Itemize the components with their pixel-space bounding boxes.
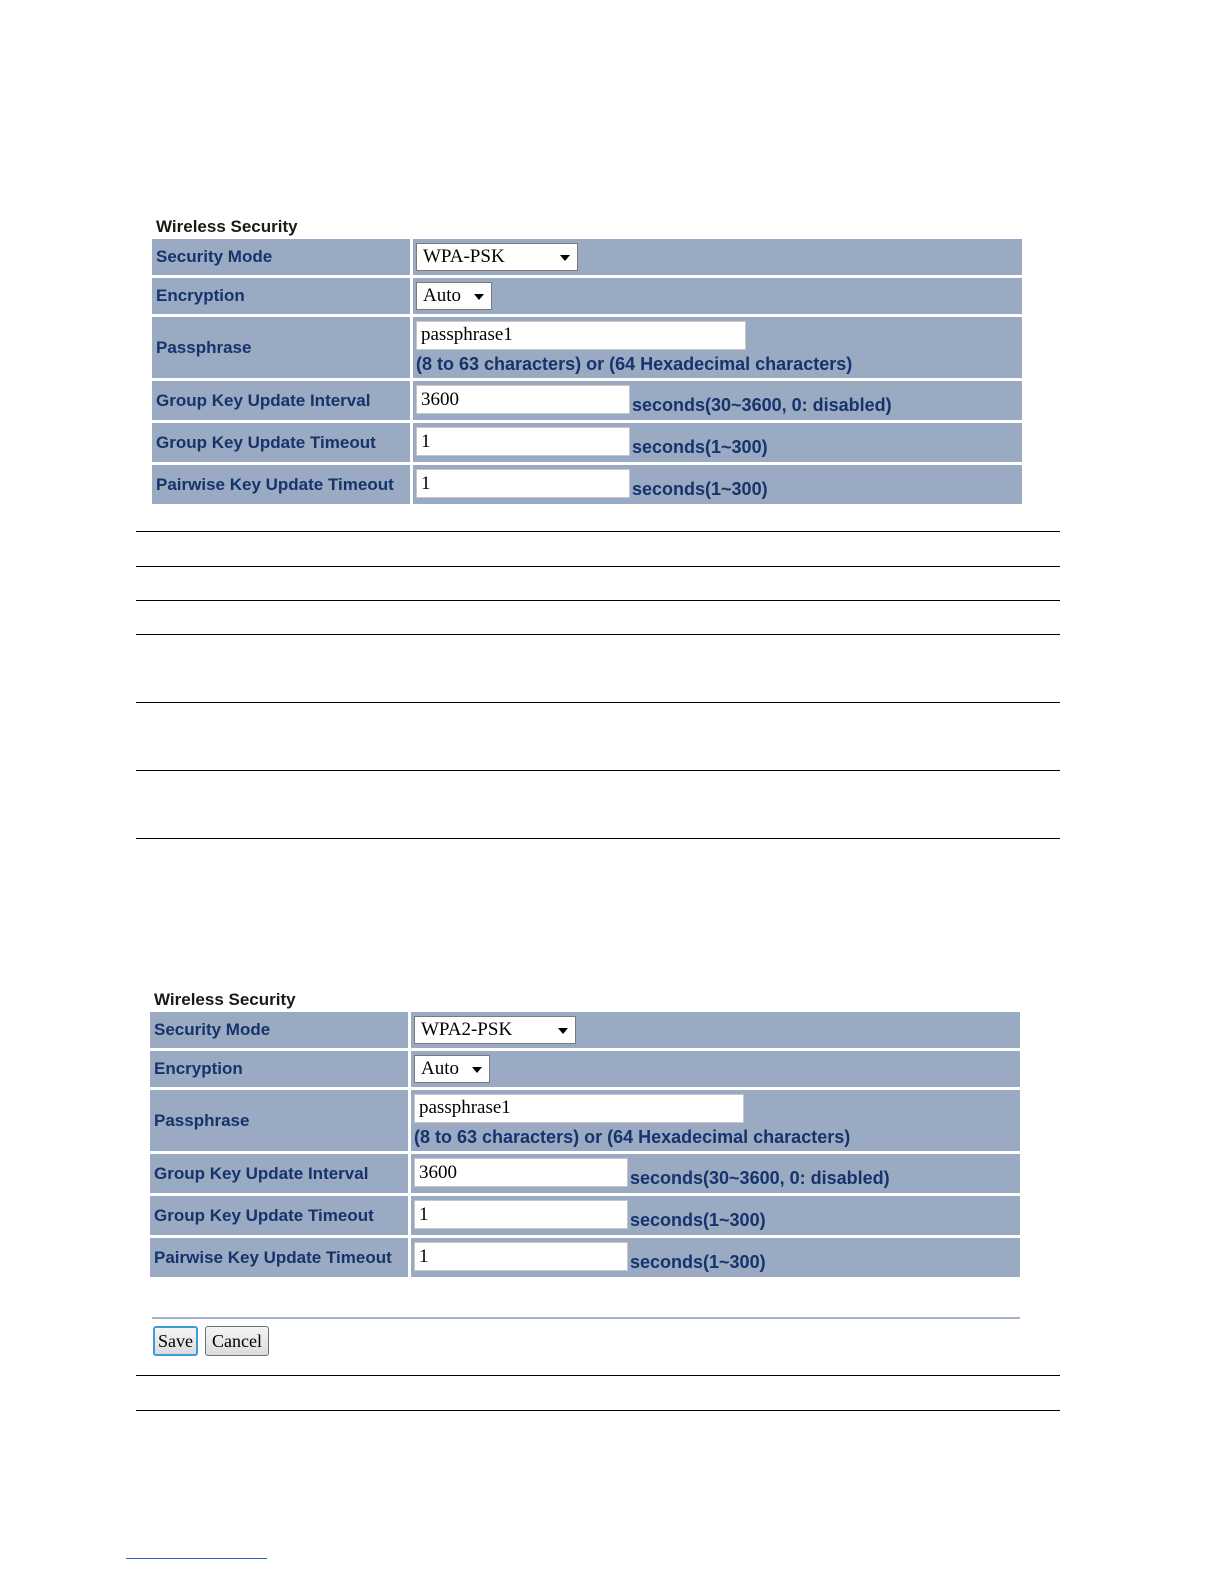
security-mode-row (152, 239, 1022, 275)
security-mode-cell (411, 1012, 1020, 1048)
security-mode-value: WPA-PSK (423, 246, 505, 267)
group-key-interval-label: Group Key Update Interval (152, 381, 410, 420)
security-mode-select[interactable] (414, 1016, 576, 1044)
group-key-interval-cell (413, 381, 1022, 420)
pairwise-key-timeout-label: Pairwise Key Update Timeout (150, 1238, 408, 1277)
encryption-value: Auto (423, 285, 461, 306)
divider (136, 1375, 1060, 1376)
pairwise-key-timeout-cell (411, 1238, 1020, 1277)
encryption-row (152, 278, 1022, 314)
security-mode-cell (413, 239, 1022, 275)
passphrase-row (150, 1090, 1020, 1151)
wireless-security-panel-wpa (152, 215, 1022, 504)
group-key-timeout-row (152, 423, 1022, 462)
divider (136, 531, 1060, 532)
divider (136, 1410, 1060, 1411)
pairwise-key-timeout-unit: seconds(1~300) (632, 479, 768, 499)
chevron-down-icon (560, 255, 570, 261)
pairwise-key-timeout-input[interactable]: 1 (414, 1242, 628, 1271)
divider (136, 600, 1060, 601)
encryption-cell (411, 1051, 1020, 1087)
security-mode-row (150, 1012, 1020, 1048)
passphrase-hint: (8 to 63 characters) or (64 Hexadecimal characters) (416, 353, 853, 374)
cancel-button[interactable]: Cancel (205, 1326, 269, 1356)
group-key-interval-row (150, 1154, 1020, 1193)
pairwise-key-timeout-input[interactable]: 1 (416, 469, 630, 498)
encryption-cell (413, 278, 1022, 314)
encryption-select[interactable] (414, 1055, 490, 1083)
group-key-timeout-unit: seconds(1~300) (630, 1210, 766, 1230)
group-key-timeout-input[interactable]: 1 (414, 1200, 628, 1229)
pairwise-key-timeout-row (152, 465, 1022, 504)
group-key-interval-cell (411, 1154, 1020, 1193)
encryption-select[interactable] (416, 282, 492, 310)
divider (136, 702, 1060, 703)
passphrase-row (152, 317, 1022, 378)
footnote-separator (126, 1558, 267, 1559)
chevron-down-icon (558, 1028, 568, 1034)
panel-title: Wireless Security (156, 217, 298, 236)
divider (136, 566, 1060, 567)
passphrase-label: Passphrase (152, 317, 410, 378)
passphrase-hint: (8 to 63 characters) or (64 Hexadecimal characters) (414, 1126, 851, 1147)
passphrase-cell (413, 317, 1022, 378)
encryption-value: Auto (421, 1058, 459, 1079)
pairwise-key-timeout-cell (413, 465, 1022, 504)
divider (136, 770, 1060, 771)
group-key-interval-unit: seconds(30~3600, 0: disabled) (632, 395, 892, 415)
security-mode-label: Security Mode (152, 239, 410, 275)
save-button[interactable]: Save (153, 1326, 198, 1356)
group-key-timeout-cell (413, 423, 1022, 462)
divider (136, 838, 1060, 839)
pairwise-key-timeout-row (150, 1238, 1020, 1277)
encryption-label: Encryption (152, 278, 410, 314)
group-key-timeout-input[interactable]: 1 (416, 427, 630, 456)
security-mode-label: Security Mode (150, 1012, 408, 1048)
passphrase-label: Passphrase (150, 1090, 408, 1151)
security-mode-select[interactable] (416, 243, 578, 271)
pairwise-key-timeout-unit: seconds(1~300) (630, 1252, 766, 1272)
group-key-interval-input[interactable]: 3600 (414, 1158, 628, 1187)
group-key-interval-row (152, 381, 1022, 420)
group-key-interval-input[interactable]: 3600 (416, 385, 630, 414)
panel-title: Wireless Security (154, 990, 296, 1009)
security-mode-value: WPA2-PSK (421, 1019, 513, 1040)
passphrase-input[interactable]: passphrase1 (416, 321, 746, 350)
chevron-down-icon (472, 1067, 482, 1073)
group-key-interval-label: Group Key Update Interval (150, 1154, 408, 1193)
passphrase-cell (411, 1090, 1020, 1151)
group-key-timeout-unit: seconds(1~300) (632, 437, 768, 457)
group-key-timeout-cell (411, 1196, 1020, 1235)
footer-separator (152, 1317, 1020, 1319)
group-key-timeout-row (150, 1196, 1020, 1235)
passphrase-input[interactable]: passphrase1 (414, 1094, 744, 1123)
group-key-timeout-label: Group Key Update Timeout (150, 1196, 408, 1235)
encryption-row (150, 1051, 1020, 1087)
pairwise-key-timeout-label: Pairwise Key Update Timeout (152, 465, 410, 504)
wireless-security-panel-wpa2 (150, 988, 1020, 1277)
encryption-label: Encryption (150, 1051, 408, 1087)
chevron-down-icon (474, 294, 484, 300)
group-key-timeout-label: Group Key Update Timeout (152, 423, 410, 462)
group-key-interval-unit: seconds(30~3600, 0: disabled) (630, 1168, 890, 1188)
divider (136, 634, 1060, 635)
